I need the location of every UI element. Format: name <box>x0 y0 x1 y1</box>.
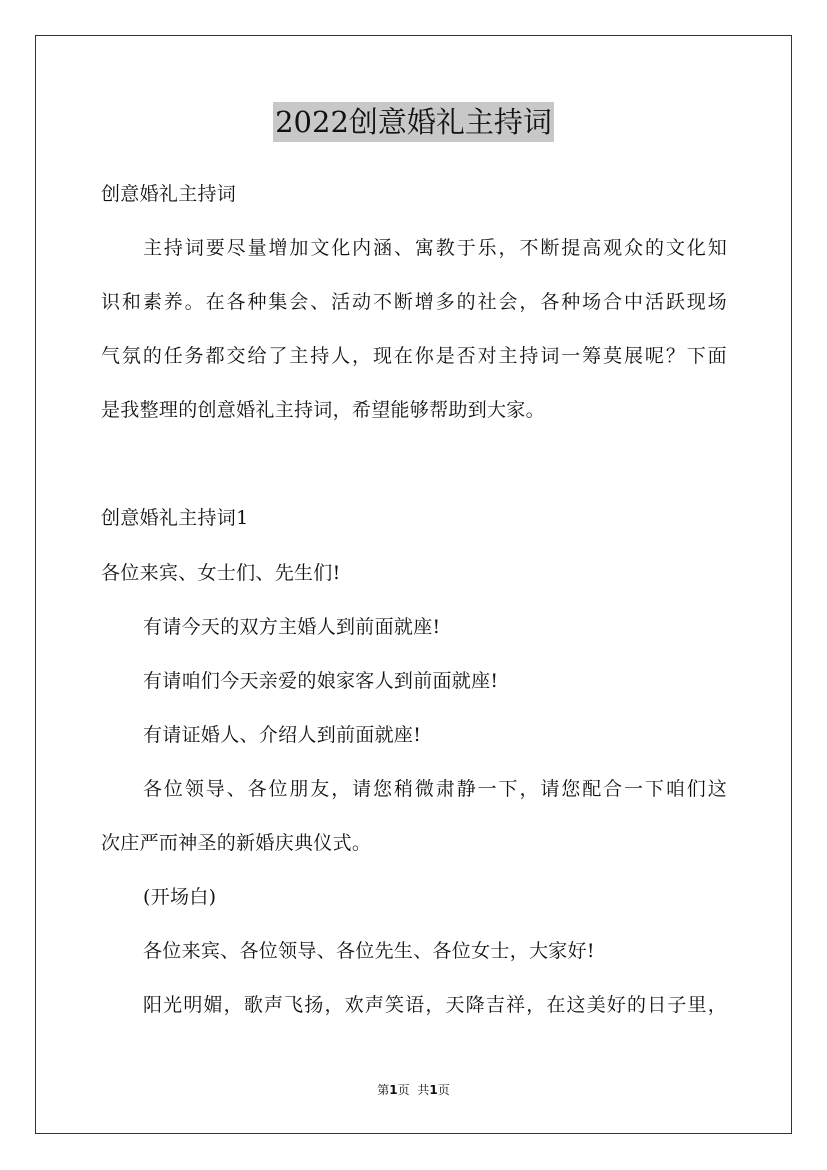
paragraph-line: 有请证婚人、介绍人到前面就座! <box>143 724 422 746</box>
paragraph-line: 次庄严而神圣的新婚庆典仪式。 <box>101 832 372 854</box>
paragraph-line: 气氛的任务都交给了主持人，现在你是否对主持词一筹莫展呢？下面 <box>101 345 727 367</box>
title-container <box>0 102 827 142</box>
total-label-prefix: 共 <box>417 1083 430 1097</box>
paragraph-line: 各位来宾、各位领导、各位先生、各位女士，大家好! <box>143 940 595 962</box>
page-number: 1 <box>389 1083 398 1097</box>
total-pages: 1 <box>429 1083 438 1097</box>
page-label-prefix: 第 <box>377 1083 390 1097</box>
paragraph-line: 阳光明媚，歌声飞扬，欢声笑语，天降吉祥，在这美好的日子里， <box>143 994 727 1016</box>
paragraph-line: 各位领导、各位朋友，请您稍微肃静一下，请您配合一下咱们这 <box>143 778 727 800</box>
total-label-suffix: 页 <box>437 1083 450 1097</box>
paragraph-line: 有请咱们今天亲爱的娘家客人到前面就座! <box>143 670 499 692</box>
paragraph-line: (开场白) <box>143 886 217 908</box>
page-label-suffix: 页 <box>397 1083 410 1097</box>
section-heading: 创意婚礼主持词 <box>101 183 237 205</box>
paragraph-line: 识和素养。在各种集会、活动不断增多的社会，各种场合中活跃现场 <box>101 291 727 313</box>
paragraph-line: 各位来宾、女士们、先生们! <box>101 562 341 584</box>
page-footer <box>0 1082 827 1098</box>
section-heading: 创意婚礼主持词1 <box>101 507 249 529</box>
paragraph-line: 是我整理的创意婚礼主持词，希望能够帮助到大家。 <box>101 399 545 421</box>
paragraph-line: 主持词要尽量增加文化内涵、寓教于乐，不断提高观众的文化知 <box>143 237 727 259</box>
paragraph-line: 有请今天的双方主婚人到前面就座! <box>143 616 441 638</box>
document-title: 2022创意婚礼主持词 <box>273 102 554 142</box>
